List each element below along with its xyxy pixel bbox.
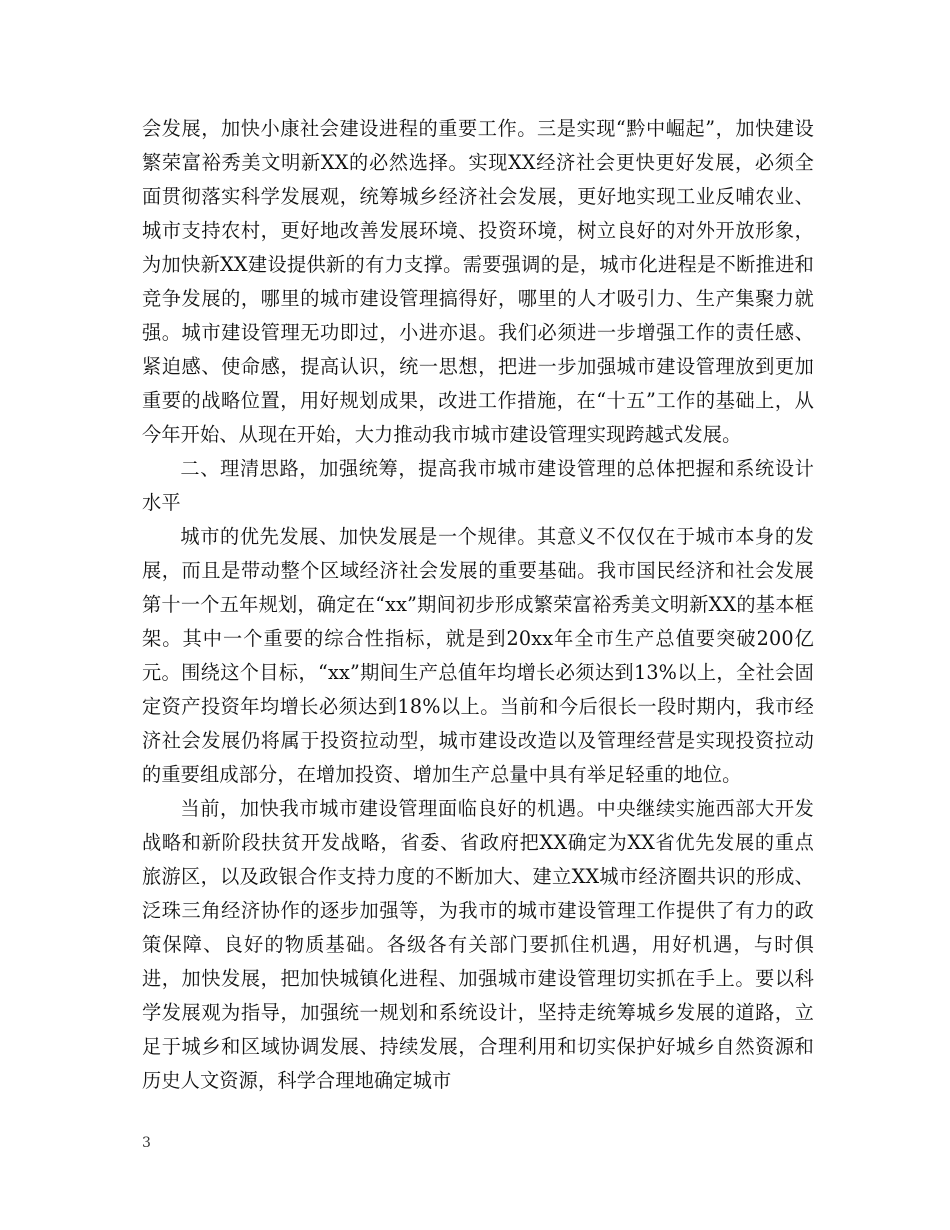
paragraph: 城市的优先发展、加快发展是一个规律。其意义不仅仅在于城市本身的发展，而且是带动整个区域经济社会发展的重要基础。我市国民经济和社会发展第十一个五年规划，确定在“xx”期间初步形成繁荣富裕秀美文明新XX的基本框架。其中一个重要的综合性指标，就是到20xx年全市生产总值要突破200亿元。围绕这个目标，“xx”期间生产总值年均增长必须达到13%以上，全社会固定资产投资年均增长必须达到18%以上。当前和今后很长一段时期内，我市经济社会发展仍将属于投资拉动型，城市建设改造以及管理经营是实现投资拉动的重要组成部分，在增加投资、增加生产总量中具有举足轻重的地位。 bbox=[142, 525, 814, 786]
paragraph: 当前，加快我市城市建设管理面临良好的机遇。中央继续实施西部大开发战略和新阶段扶贫开发战略，省委、省政府把XX确定为XX省优先发展的重点旅游区，以及政银合作支持力度的不断加大、建立XX城市经济圈共识的形成、泛珠三角经济协作的逐步加强等，为我市的城市建设管理工作提供了有力的政策保障、良好的物质基础。各级各有关部门要抓住机遇，用好机遇，与时俱进，加快发展，把加快城镇化进程、加强城市建设管理切实抓在手上。要以科学发展观为指导，加强统一规划和系统设计，坚持走统筹城乡发展的道路，立足于城乡和区域协调发展、持续发展，合理利用和切实保护好城乡自然资源和历史人文资源，科学合理地确定城市 bbox=[142, 797, 814, 1092]
section-heading: 二、理清思路，加强统筹，提高我市城市建设管理的总体把握和系统设计水平 bbox=[142, 457, 814, 514]
paragraph-continuation: 会发展，加快小康社会建设进程的重要工作。三是实现“黔中崛起”，加快建设繁荣富裕秀美文明新XX的必然选择。实现XX经济社会更快更好发展，必须全面贯彻落实科学发展观，统筹城乡经济社会发展，更好地实现工业反哺农业、城市支持农村，更好地改善发展环境、投资环境，树立良好的对外开放形象，为加快新XX建设提供新的有力支撑。需要强调的是，城市化进程是不断推进和竞争发展的，哪里的城市建设管理搞得好，哪里的人才吸引力、生产集聚力就强。城市建设管理无功即过，小进亦退。我们必须进一步增强工作的责任感、紧迫感、使命感，提高认识，统一思想，把进一步加强城市建设管理放到更加重要的战略位置，用好规划成果，改进工作措施，在“十五”工作的基础上，从今年开始、从现在开始，大力推动我市城市建设管理实现跨越式发展。 bbox=[142, 117, 814, 446]
page-number: 3 bbox=[142, 1135, 151, 1151]
document-body bbox=[142, 112, 814, 1098]
